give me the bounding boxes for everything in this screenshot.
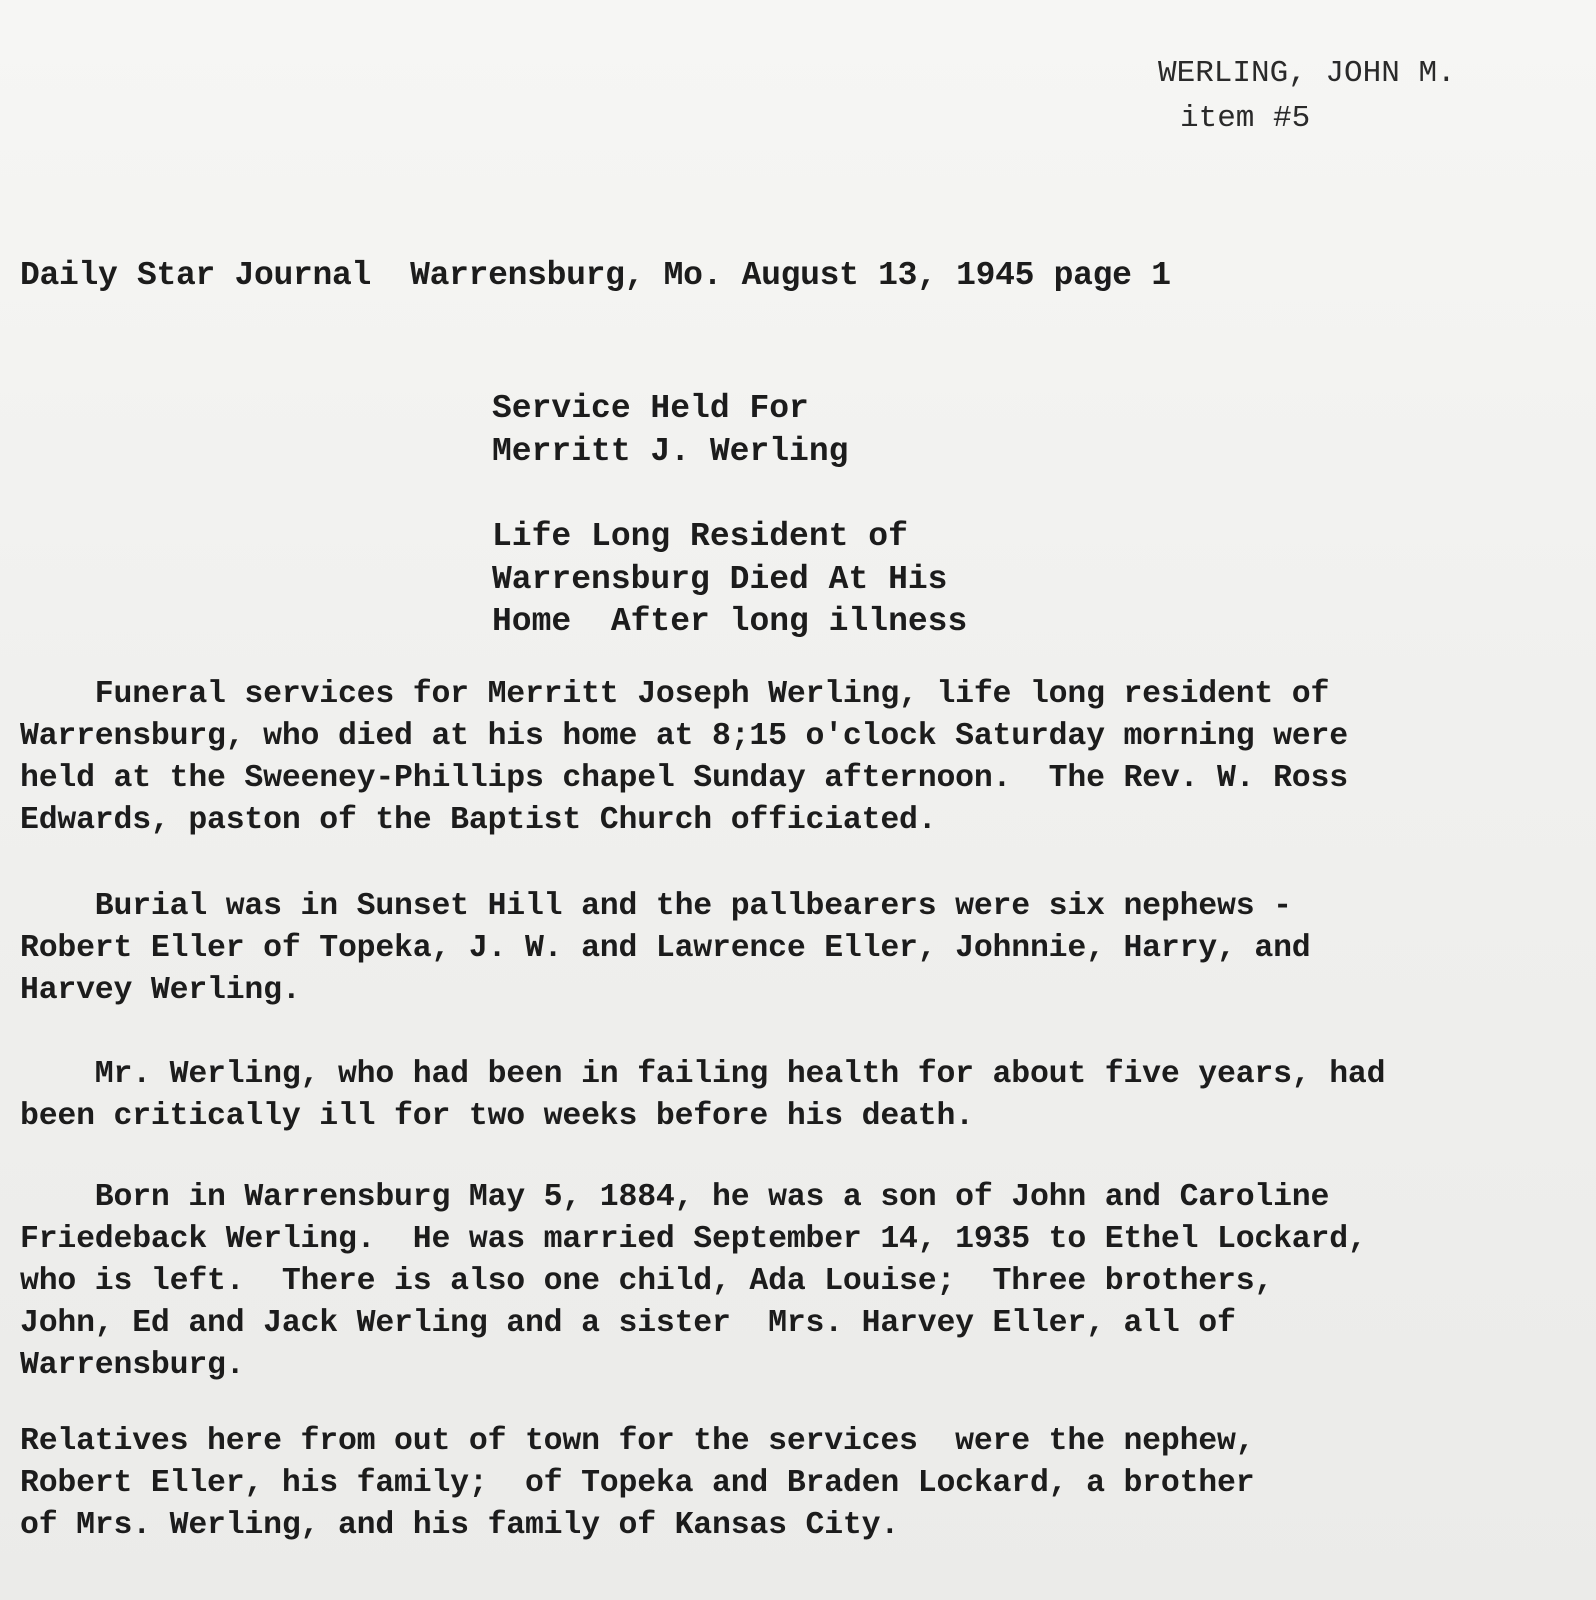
- subheadline-line: Warrensburg Died At His: [492, 561, 948, 598]
- text-line: Born in Warrensburg May 5, 1884, he was a son of John and Caroline: [20, 1180, 1330, 1215]
- subheadline-line: Home After long illness: [492, 603, 968, 640]
- text-line: Friedeback Werling. He was married September 14, 1935 to Ethel Lockard,: [20, 1222, 1367, 1257]
- text-line: held at the Sweeney-Phillips chapel Sunday afternoon. The Rev. W. Ross: [20, 761, 1348, 796]
- text-line: Funeral services for Merritt Joseph Werling, life long resident of: [20, 677, 1330, 712]
- text-line: Warrensburg, who died at his home at 8;15 o'clock Saturday morning were: [20, 719, 1348, 754]
- text-line: Mr. Werling, who had been in failing health for about five years, had: [20, 1057, 1386, 1092]
- text-line: Robert Eller, his family; of Topeka and Braden Lockard, a brother: [20, 1466, 1255, 1501]
- file-label-name: WERLING, JOHN M.: [1158, 56, 1456, 91]
- text-line: been critically ill for two weeks before his death.: [20, 1099, 974, 1134]
- source-line: Daily Star Journal Warrensburg, Mo. August 13, 1945 page 1: [20, 257, 1171, 294]
- text-line: Relatives here from out of town for the services were the nephew,: [20, 1424, 1255, 1459]
- paragraph-biography: [20, 1177, 1580, 1387]
- paragraph-funeral-services: [20, 674, 1580, 842]
- text-line: John, Ed and Jack Werling and a sister Mrs. Harvey Eller, all of: [20, 1306, 1236, 1341]
- file-label-item: item #5: [1180, 101, 1311, 136]
- text-line: Harvey Werling.: [20, 973, 301, 1008]
- headline-line: Merritt J. Werling: [492, 433, 849, 470]
- subheadline-line: Life Long Resident of: [492, 518, 908, 555]
- paragraph-burial: [20, 886, 1580, 1012]
- text-line: Edwards, paston of the Baptist Church officiated.: [20, 803, 937, 838]
- text-line: Burial was in Sunset Hill and the pallbearers were six nephews -: [20, 889, 1292, 924]
- paragraph-health: [20, 1054, 1580, 1138]
- paragraph-relatives: [20, 1421, 1580, 1547]
- text-line: who is left. There is also one child, Ada Louise; Three brothers,: [20, 1264, 1274, 1299]
- text-line: of Mrs. Werling, and his family of Kansas City.: [20, 1508, 900, 1543]
- text-line: Warrensburg.: [20, 1348, 245, 1383]
- text-line: Robert Eller of Topeka, J. W. and Lawrence Eller, Johnnie, Harry, and: [20, 931, 1311, 966]
- headline-line: Service Held For: [492, 390, 809, 427]
